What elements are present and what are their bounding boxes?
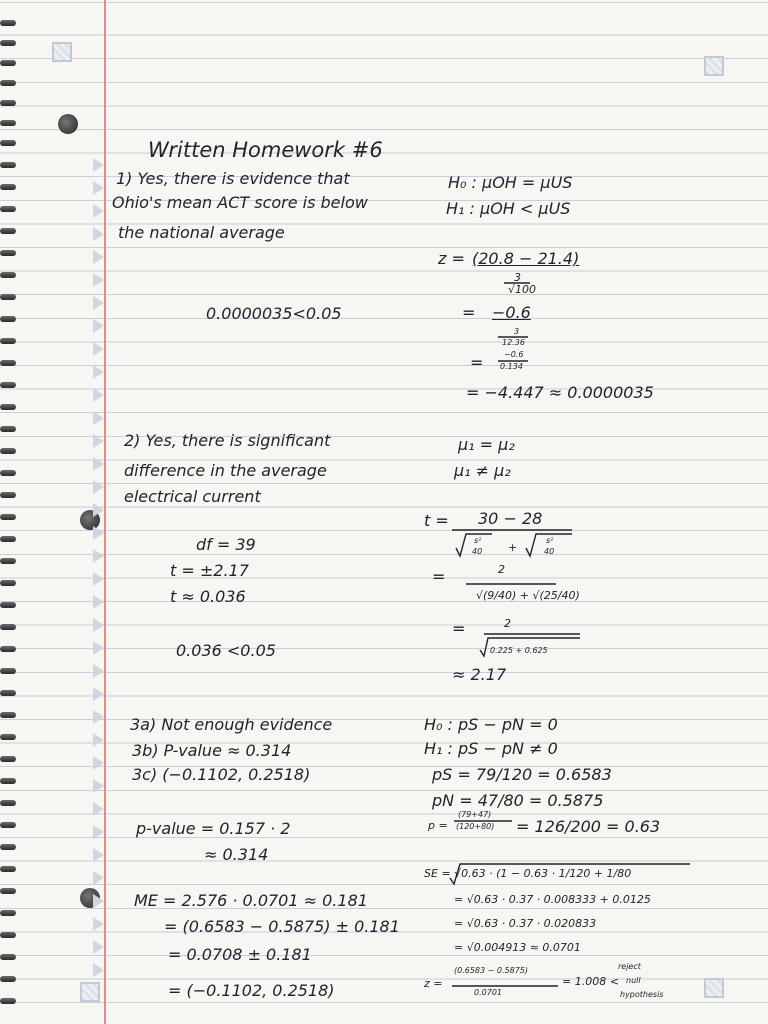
answer-2-line-2: difference in the average — [124, 461, 327, 480]
answer-1-comparison: 0.0000035<0.05 — [206, 304, 342, 323]
q2-null-hypothesis: μ₁ = μ₂ — [458, 435, 515, 454]
q3-null-hypothesis: H₀ : pS − pN = 0 — [424, 715, 558, 734]
step3-denominator: 0.134 — [500, 362, 523, 371]
answer-2-line-1: 2) Yes, there is significant — [124, 431, 331, 450]
answer-1-line-2: Ohio's mean ACT score is below — [112, 193, 368, 212]
answer-2-line-3: electrical current — [124, 487, 261, 506]
z-final-denominator: 0.0701 — [474, 988, 502, 997]
answer-3b: 3b) P-value ≈ 0.314 — [132, 741, 292, 760]
se-line-3: = √0.63 · 0.37 · 0.020833 — [454, 917, 597, 930]
step2-den-top: 3 — [514, 327, 520, 336]
t-radical-1-num: s² — [474, 536, 482, 545]
t-step4-result: ≈ 2.17 — [452, 665, 507, 684]
z-numerator: (20.8 − 21.4) — [472, 249, 580, 268]
t-radical-2 — [526, 534, 572, 556]
answer-1-line-3: the national average — [118, 223, 285, 242]
t-plus: + — [508, 541, 518, 554]
step3-numerator: −0.6 — [504, 350, 524, 359]
p-n-value: pN = 47/80 = 0.5875 — [432, 791, 604, 810]
se-line-1: SE = √0.63 · (1 − 0.63 · 1/120 + 1/80 — [424, 867, 632, 880]
q1-alt-hypothesis: H₁ : μOH < μUS — [446, 199, 571, 218]
p-value-line-2: ≈ 0.314 — [204, 845, 269, 864]
z-den-top: 3 — [514, 271, 521, 284]
answer-3a: 3a) Not enough evidence — [130, 715, 333, 734]
t-step2-equals: = — [432, 567, 446, 586]
t-radical-1-den: 40 — [472, 547, 483, 556]
t-label: t = — [424, 511, 449, 530]
z-final-numerator: (0.6583 − 0.5875) — [454, 966, 529, 975]
answer-2-comparison: 0.036 <0.05 — [176, 641, 276, 660]
t-radical-2-den: 40 — [544, 547, 555, 556]
step2-numerator: −0.6 — [492, 303, 531, 322]
se-line-2: = √0.63 · 0.37 · 0.008333 + 0.0125 — [454, 893, 651, 906]
pooled-numerator: (79+47) — [458, 810, 492, 819]
z-final-label: z = — [424, 977, 443, 990]
pooled-result: = 126/200 = 0.63 — [516, 817, 661, 836]
t-radical-2-num: s² — [546, 536, 554, 545]
q2-alt-hypothesis: μ₁ ≠ μ₂ — [454, 461, 511, 480]
page-title: Written Homework #6 — [148, 138, 383, 162]
t-radical-1 — [456, 534, 492, 556]
t-numerator: 30 − 28 — [478, 509, 543, 528]
answer-2-t-approx: t ≈ 0.036 — [170, 587, 246, 606]
me-line-4: = (−0.1102, 0.2518) — [168, 981, 335, 1000]
t-step3-numerator: 2 — [504, 617, 511, 630]
note-hypothesis: hypothesis — [620, 990, 664, 999]
z-den-bottom: √100 — [508, 283, 537, 296]
pooled-denominator: (120+80) — [456, 822, 495, 831]
se-line-4: = √0.004913 ≈ 0.0701 — [454, 941, 581, 954]
t-step3-denominator: 0.225 + 0.625 — [490, 646, 548, 655]
q3-alt-hypothesis: H₁ : pS − pN ≠ 0 — [424, 739, 558, 758]
step2-equals: = — [462, 303, 476, 322]
step2-den-bottom: 12.36 — [502, 338, 525, 347]
note-reject: reject — [618, 962, 641, 971]
t-step3-radical — [480, 638, 580, 656]
step3-equals: = — [470, 353, 484, 372]
t-step2-denominator: √(9/40) + √(25/40) — [476, 589, 580, 602]
se-radical-1 — [450, 864, 690, 884]
q1-null-hypothesis: H₀ : μOH = μUS — [448, 173, 573, 192]
answer-2-df: df = 39 — [196, 535, 256, 554]
t-step3-equals: = — [452, 619, 466, 638]
me-line-3: = 0.0708 ± 0.181 — [168, 945, 312, 964]
pooled-label: p = — [428, 819, 448, 832]
me-line-2: = (0.6583 − 0.5875) ± 0.181 — [164, 917, 400, 936]
me-line-1: ME = 2.576 · 0.0701 ≈ 0.181 — [134, 891, 368, 910]
p-value-line-1: p-value = 0.157 · 2 — [136, 819, 291, 838]
answer-2-t: t = ±2.17 — [170, 561, 249, 580]
note-null: null — [626, 976, 641, 985]
step4-result: = −4.447 ≈ 0.0000035 — [466, 383, 654, 402]
t-step2-numerator: 2 — [498, 563, 505, 576]
answer-1-line-1: 1) Yes, there is evidence that — [116, 169, 350, 188]
z-final-result: = 1.008 < — [562, 975, 619, 988]
z-label: z = — [438, 249, 465, 268]
p-s-value: pS = 79/120 = 0.6583 — [432, 765, 612, 784]
answer-3c: 3c) (−0.1102, 0.2518) — [132, 765, 311, 784]
